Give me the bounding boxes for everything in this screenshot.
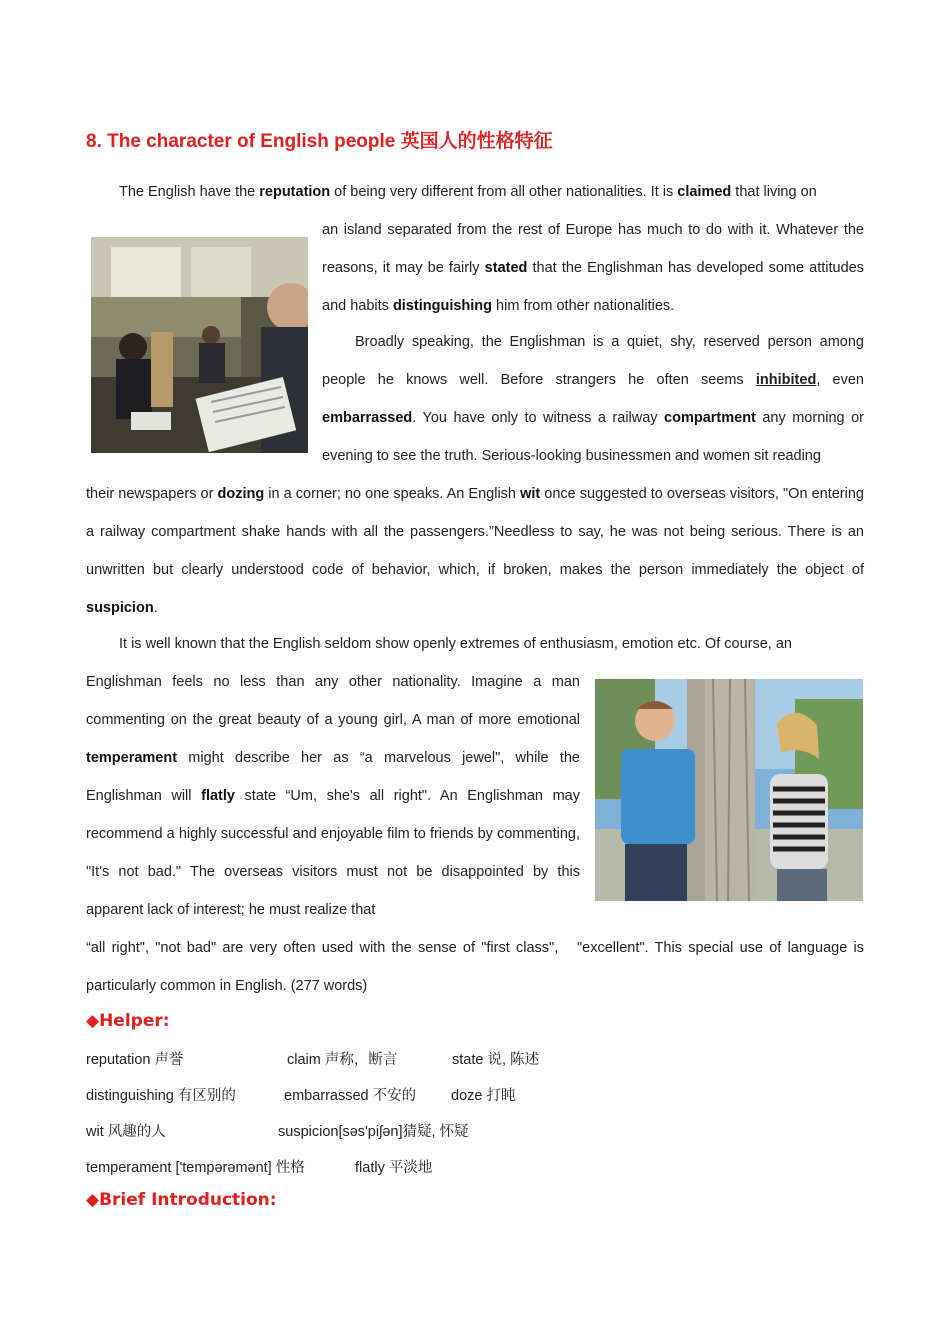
paragraph-1	[86, 173, 864, 211]
term-temperament: temperament	[86, 750, 178, 766]
term-dozing: dozing	[217, 486, 265, 502]
page-title: 8. The character of English people 英国人的性格特征	[86, 131, 553, 152]
p3-wrap-text: Englishman feels no less than any other nationality. Imagine a man commenting on the great beauty of a young girl, A man of more emotional temperament might describe her as “a marvelous jewel", while the Englishman will flatly state “Um, she's all right". An Englishman may recommend a highly successful and enjoyable film to friends by commenting, "It's not bad." The overseas visitors must not be disappointed by this apparent lack of interest; he must realize that	[86, 674, 580, 918]
vocab-claim: claim 声称，断言	[287, 1052, 398, 1068]
paragraph-2-full	[86, 475, 864, 627]
paragraph-3-full	[86, 929, 864, 1005]
vocab-embarrassed: embarrassed 不安的	[284, 1088, 417, 1104]
paragraph-3-wrap	[86, 663, 580, 929]
term-distinguishing: distinguishing	[392, 298, 493, 314]
vocab-row-4	[86, 1156, 786, 1180]
term-stated: stated	[484, 260, 528, 276]
term-wit: wit	[520, 486, 541, 502]
vocab-flatly: flatly 平淡地	[355, 1160, 433, 1176]
term-claimed: claimed	[677, 184, 732, 200]
brief-introduction-heading: ◆Brief Introduction:	[86, 1190, 277, 1210]
p1-line-1: The English have the reputation of being very different from all other nationalities. It is claimed that living on	[119, 184, 817, 200]
p2-full-text: their newspapers or dozing in a corner; no one speaks. An English wit once suggested to overseas visitors, "On entering a railway compartment shake hands with all the passengers.”Needless to say, he was not being serious. There is an unwritten but clearly understood code of behavior, which, if broken, makes the person immediately the object of suspicion.	[86, 486, 864, 616]
term-embarrassed: embarrassed	[322, 410, 413, 426]
vocab-suspicion: suspicion[səs'piʃən]猜疑, 怀疑	[278, 1124, 469, 1140]
term-inhibited: inhibited	[755, 372, 817, 388]
term-compartment: compartment	[664, 410, 756, 426]
vocab-row-2	[86, 1084, 786, 1108]
paragraph-1-wrap	[322, 211, 864, 325]
vocab-row-1	[86, 1048, 786, 1072]
vocab-doze: doze 打盹	[451, 1088, 516, 1104]
p1-wrap-text: an island separated from the rest of Europe has much to do with it. Whatever the reasons, it may be fairly stated that the Englishman has developed some attitudes and habits distinguishing him from other nationalities.	[322, 222, 864, 314]
p3-full-text: “all right", "not bad" are very often used with the sense of "first class", "excellent". This special use of language is particularly common in English. (277 words)	[86, 940, 864, 994]
vocab-distinguishing: distinguishing 有区别的	[86, 1088, 236, 1104]
vocab-wit: wit 风趣的人	[86, 1124, 166, 1140]
couple-photo-illustration	[595, 679, 863, 901]
paragraph-2-wrap	[322, 323, 864, 475]
p2-wrap-text: Broadly speaking, the Englishman is a quiet, shy, reserved person among people he knows well. Before strangers he often seems inhibited, even embarrassed. You have only to witness a railway compartment any morning or evening to see the truth. Serious-looking businessmen and women sit reading	[322, 334, 864, 464]
subway-photo-illustration	[91, 237, 308, 453]
helper-heading: ◆Helper:	[86, 1011, 170, 1031]
subway-photo	[91, 237, 308, 453]
term-reputation: reputation	[259, 184, 331, 200]
term-suspicion: suspicion	[86, 600, 154, 616]
vocab-state: state 说, 陈述	[452, 1052, 540, 1068]
term-flatly: flatly	[201, 788, 235, 804]
vocab-row-3	[86, 1120, 786, 1144]
paragraph-3-first	[86, 625, 864, 663]
vocab-temperament: temperament ['tempərəmənt] 性格	[86, 1160, 305, 1176]
couple-photo	[595, 679, 863, 901]
vocab-reputation: reputation 声誉	[86, 1052, 184, 1068]
p3-line-1: It is well known that the English seldom show openly extremes of enthusiasm, emotion etc. Of course, an	[119, 636, 792, 652]
